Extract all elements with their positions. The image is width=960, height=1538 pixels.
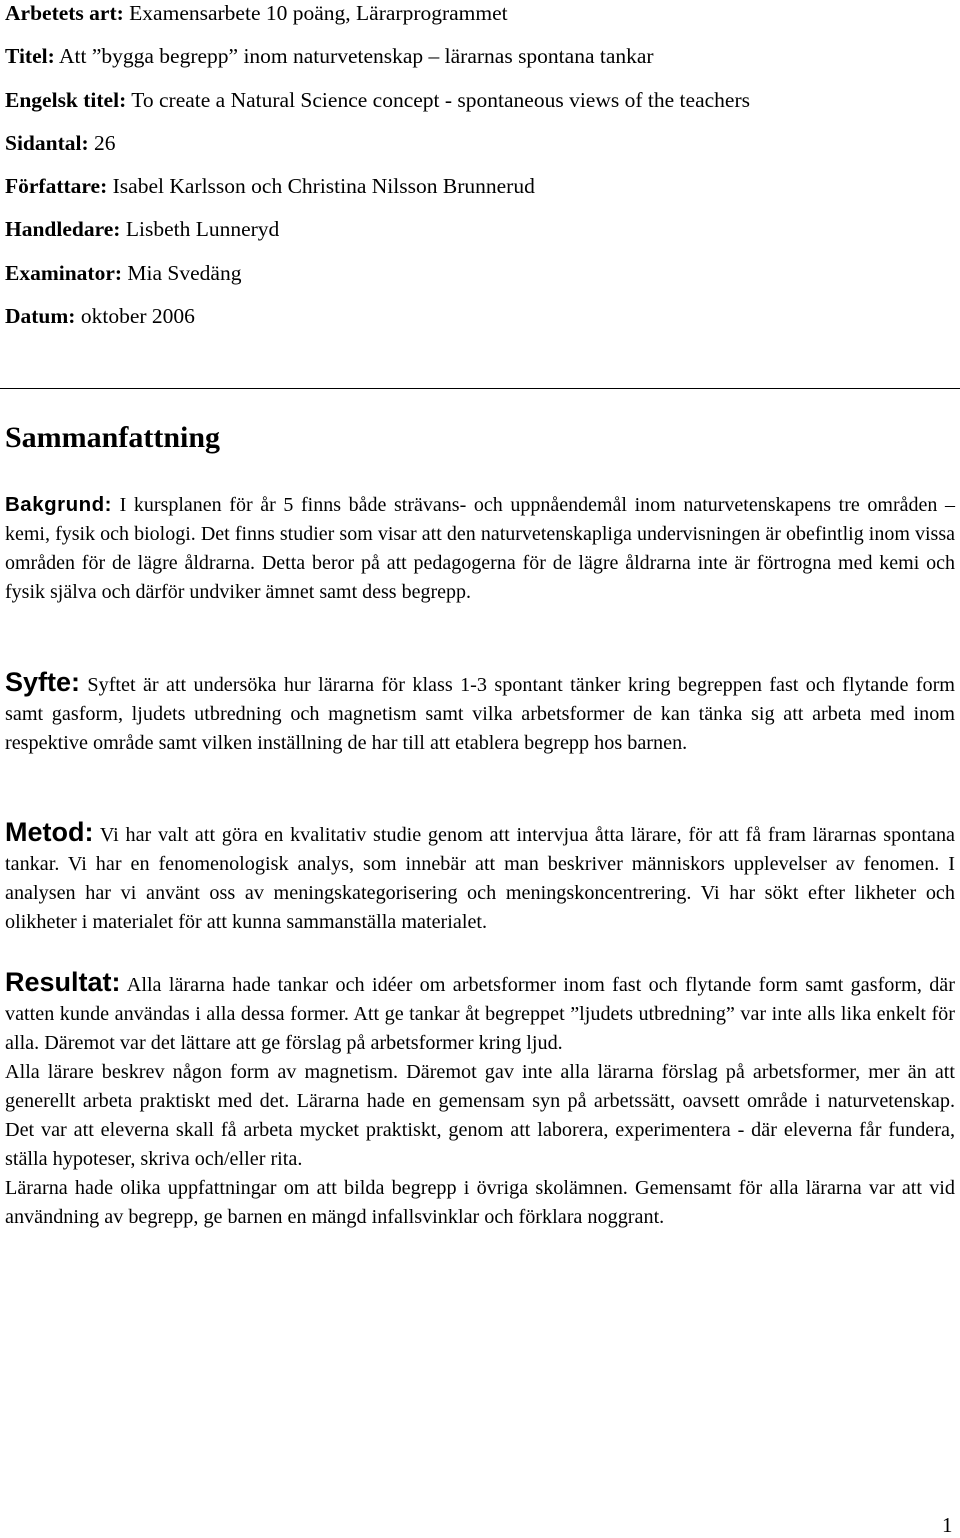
background-label: Bakgrund: [5,493,112,516]
results-text: Alla lärarna hade tankar och idéer om arbetsformer inom fast och flytande form samt gasform, där vatten kunde användas i alla dessa former. Att ge tankar åt begreppet ”ljudets utbredning” var inte alls lika enkelt för alla. Däremot var det lättare att ge förslag på arbetsformer kring ljud. [5,974,955,1054]
metadata-label: Engelsk titel: [5,87,127,112]
purpose-paragraph [5,668,955,758]
page-number: 1 [942,1513,953,1537]
metadata-label: Handledare: [5,217,121,242]
purpose-label: Syfte: [5,667,81,697]
metadata-value: oktober 2006 [80,304,195,329]
results-paragraph [5,968,955,1058]
metadata-line-title [5,43,955,86]
metadata-line-page-count [5,130,955,173]
background-section [5,490,955,607]
purpose-text: Syftet är att undersöka hur lärarna för klass 1-3 spontant tänker kring begreppen fast och flytande form samt gasform, ljudets utbredning och magnetism samt vilka arbetsformer de kan tänka sig att arbeta med inom respektive område samt vilken inställning de har till att etablera begrepp hos barnen. [5,674,956,754]
results-section [5,968,955,1232]
metadata-label: Arbetets art: [5,1,124,25]
metadata-value: Isabel Karlsson och Christina Nilsson Brunnerud [112,174,535,199]
summary-heading: Sammanfattning [5,421,221,454]
horizontal-divider [0,388,960,389]
metadata-label: Examinator: [5,260,123,285]
metadata-label: Titel: [5,44,55,69]
metadata-line-english-title [5,87,955,130]
results-label: Resultat: [5,967,121,997]
purpose-section [5,668,955,758]
method-paragraph [5,818,955,937]
method-label: Metod: [5,817,94,847]
metadata-label: Sidantal: [5,130,89,155]
background-paragraph [5,490,955,607]
metadata-label: Författare: [5,174,108,199]
metadata-line-work-type [5,0,955,43]
method-text: Vi har valt att göra en kvalitativ studie genom att intervjua åtta lärare, för att få fram lärarnas spontana tankar. Vi har en fenomenologisk analys, som innebär att man beskriver människors upplevelser av fenomen. I analysen har vi använt oss av meningskategorisering och meningskoncentrering. Vi har sökt efter likheter och olikheter i materialet för att kunna sammanställa materialet. [5,824,955,933]
results-paragraph-2: Alla lärare beskrev någon form av magnetism. Däremot gav inte alla lärarna förslag på arbetsformer, mer än att generellt arbeta praktiskt med det. Lärarna hade en gemensam syn på arbetssätt, oavsett område i naturvetenskap. Det var att eleverna skall få arbeta mycket praktiskt, genom att laborera, experimentera - där eleverna får fundera, ställa hypoteser, skriva och/eller rita. [5,1061,955,1170]
metadata-line-date [5,303,955,346]
metadata-value: Mia Svedäng [127,260,242,285]
metadata-value: Lisbeth Lunneryd [125,217,280,242]
metadata-line-examiner [5,260,955,303]
metadata-value: To create a Natural Science concept - spontaneous views of the teachers [131,87,750,112]
metadata-label: Datum: [5,304,76,329]
background-text: I kursplanen för år 5 finns både strävans- och uppnåendemål inom naturvetenskapens tre områden – kemi, fysik och biologi. Det finns studier som visar att den naturvetenskapliga undervisningen är obefintlig inom vissa områden för de lägre åldrarna. Detta beror på att pedagogerna för de lägre åldrarna inte är förtrogna med kemi och fysik själva och därför undviker ämnet samt dess begrepp. [5,494,955,603]
metadata-value: 26 [94,130,116,155]
metadata-block [5,0,955,346]
method-section [5,818,955,937]
metadata-value: Att ”bygga begrepp” inom naturvetenskap – lärarnas spontana tankar [58,44,654,69]
metadata-line-authors [5,173,955,216]
metadata-value: Examensarbete 10 poäng, Lärarprogrammet [129,1,508,25]
metadata-line-supervisor [5,216,955,259]
results-paragraph-3: Lärarna hade olika uppfattningar om att bilda begrepp i övriga skolämnen. Gemensamt för alla lärarna var att vid användning av begrepp, ge barnen en mängd infallsvinklar och förklara noggrant. [5,1177,955,1228]
